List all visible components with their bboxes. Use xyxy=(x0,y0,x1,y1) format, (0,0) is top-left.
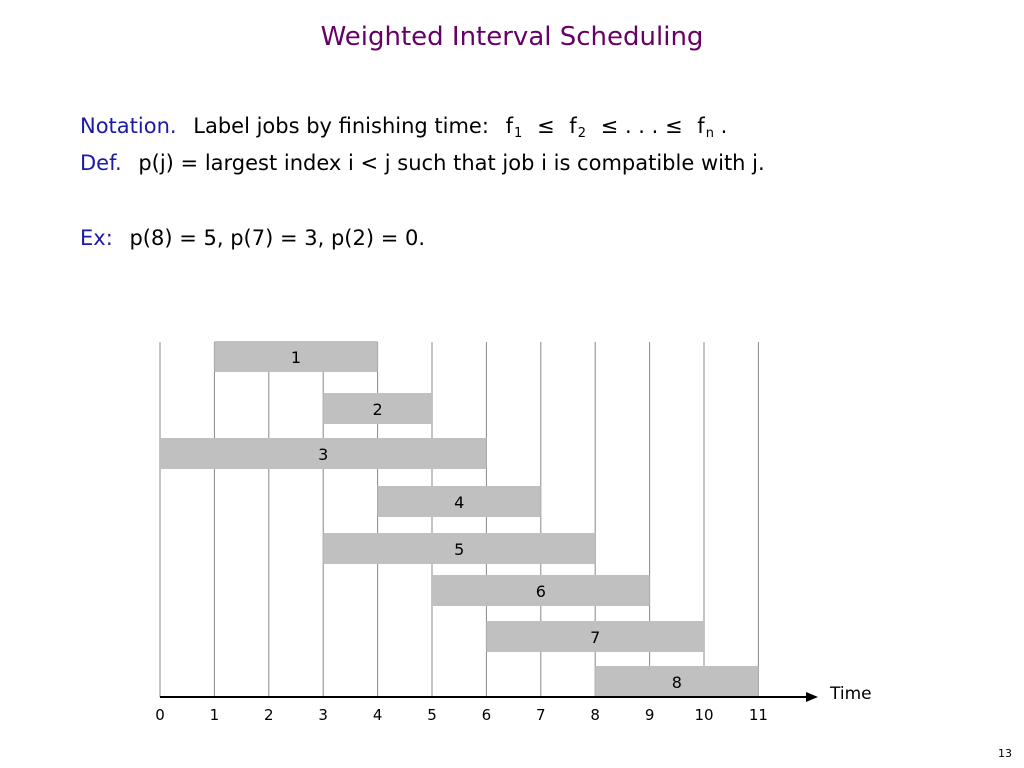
tick-label: 10 xyxy=(694,706,714,724)
notation-leq-1: ≤ xyxy=(537,114,555,138)
notation-text: Label jobs by finishing time: xyxy=(193,114,489,138)
slide-number: 13 xyxy=(998,747,1012,760)
notation-f1: $f_1$ xyxy=(505,114,523,141)
tick-label: 9 xyxy=(644,706,655,724)
axis-label: Time xyxy=(830,684,872,704)
definition-keyword: Def. xyxy=(80,151,122,175)
job-label: 4 xyxy=(454,493,465,512)
example-keyword: Ex: xyxy=(80,226,113,250)
notation-period: . xyxy=(720,114,728,138)
job-label: 6 xyxy=(535,582,546,601)
tick-label: 3 xyxy=(318,706,328,724)
notation-keyword: Notation. xyxy=(80,114,177,138)
notation-leq-ellipsis: ≤ . . . ≤ xyxy=(600,114,683,138)
axis-arrow-icon xyxy=(806,692,818,702)
job-label: 2 xyxy=(372,400,383,419)
job-label: 5 xyxy=(454,540,465,559)
tick-label: 11 xyxy=(748,706,768,724)
notation-fn: $f_n$ xyxy=(697,114,714,141)
tick-label: 0 xyxy=(155,706,165,724)
slide-title: Weighted Interval Scheduling xyxy=(320,22,704,52)
job-label: 3 xyxy=(318,445,329,464)
job-label: 1 xyxy=(290,348,302,367)
tick-label: 8 xyxy=(590,706,600,724)
tick-label: 7 xyxy=(536,706,546,724)
tick-label: 2 xyxy=(264,706,274,724)
example-text: p(8) = 5, p(7) = 3, p(2) = 0. xyxy=(129,226,425,250)
tick-label: 1 xyxy=(209,706,220,724)
tick-label: 4 xyxy=(372,706,383,724)
notation-f2: $f_2$ xyxy=(569,114,586,141)
tick-label: 5 xyxy=(427,706,437,724)
tick-label: 6 xyxy=(481,706,492,724)
job-label: 7 xyxy=(590,628,601,647)
definition-text: p(j) = largest index i < j such that job i is compatible with j. xyxy=(138,151,765,175)
job-label: 8 xyxy=(671,673,682,692)
